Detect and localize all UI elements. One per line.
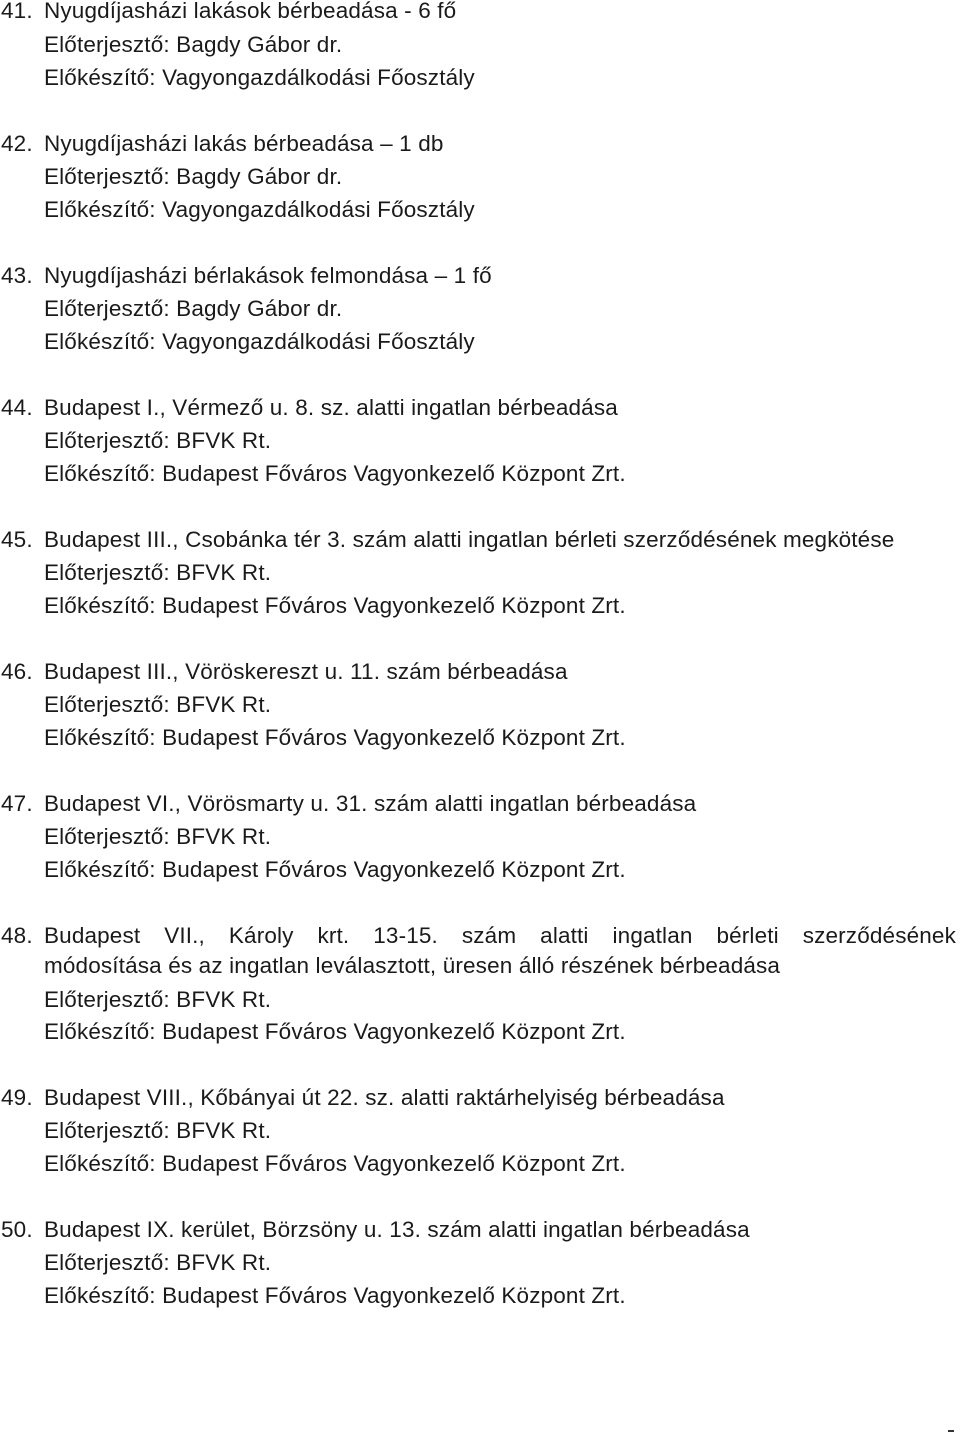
- item-preparer: Előkészítő: Budapest Főváros Vagyonkezelő Központ Zrt.: [44, 1019, 626, 1044]
- item-preparer: Előkészítő: Budapest Főváros Vagyonkezelő Központ Zrt.: [44, 725, 626, 750]
- item-presenter: Előterjesztő: BFVK Rt.: [44, 560, 272, 585]
- item-number: 41.: [1, 0, 33, 23]
- item-presenter: Előterjesztő: BFVK Rt.: [44, 987, 272, 1012]
- item-presenter: Előterjesztő: BFVK Rt.: [44, 692, 272, 717]
- item-presenter: Előterjesztő: BFVK Rt.: [44, 1250, 272, 1275]
- item-title: Budapest VIII., Kőbányai út 22. sz. alatti raktárhelyiség bérbeadása: [44, 1085, 725, 1110]
- item-number: 42.: [1, 131, 33, 156]
- item-preparer: Előkészítő: Budapest Főváros Vagyonkezelő Központ Zrt.: [44, 593, 626, 618]
- item-number: 48.: [1, 923, 33, 948]
- item-title: Budapest VII., Károly krt. 13-15. szám alatti ingatlan bérleti szerződésének: [44, 923, 956, 948]
- item-presenter: Előterjesztő: Bagdy Gábor dr.: [44, 296, 343, 321]
- item-presenter: Előterjesztő: BFVK Rt.: [44, 824, 272, 849]
- item-title: Budapest I., Vérmező u. 8. sz. alatti ingatlan bérbeadása: [44, 395, 618, 420]
- item-title: Nyugdíjasházi bérlakások felmondása – 1 fő: [44, 263, 492, 288]
- item-number: 46.: [1, 659, 33, 684]
- page-corner-mark: [948, 1430, 954, 1432]
- item-title: Nyugdíjasházi lakás bérbeadása – 1 db: [44, 131, 444, 156]
- item-preparer: Előkészítő: Vagyongazdálkodási Főosztály: [44, 65, 475, 90]
- item-title: Nyugdíjasházi lakások bérbeadása - 6 fő: [44, 0, 457, 23]
- item-preparer: Előkészítő: Budapest Főváros Vagyonkezelő Központ Zrt.: [44, 461, 626, 486]
- item-preparer: Előkészítő: Budapest Főváros Vagyonkezelő Központ Zrt.: [44, 1151, 626, 1176]
- item-title: Budapest IX. kerület, Börzsöny u. 13. szám alatti ingatlan bérbeadása: [44, 1217, 750, 1242]
- item-presenter: Előterjesztő: BFVK Rt.: [44, 428, 272, 453]
- item-preparer: Előkészítő: Budapest Főváros Vagyonkezelő Központ Zrt.: [44, 1283, 626, 1308]
- item-number: 47.: [1, 791, 33, 816]
- item-number: 49.: [1, 1085, 33, 1110]
- item-title: Budapest III., Csobánka tér 3. szám alatti ingatlan bérleti szerződésének megkötése: [44, 527, 895, 552]
- item-presenter: Előterjesztő: BFVK Rt.: [44, 1118, 272, 1143]
- item-title-continuation: módosítása és az ingatlan leválasztott, üresen álló részének bérbeadása: [44, 953, 781, 978]
- item-preparer: Előkészítő: Vagyongazdálkodási Főosztály: [44, 197, 475, 222]
- item-preparer: Előkészítő: Vagyongazdálkodási Főosztály: [44, 329, 475, 354]
- item-title: Budapest III., Vöröskereszt u. 11. szám bérbeadása: [44, 659, 568, 684]
- item-preparer: Előkészítő: Budapest Főváros Vagyonkezelő Központ Zrt.: [44, 857, 626, 882]
- item-number: 43.: [1, 263, 33, 288]
- item-title: Budapest VI., Vörösmarty u. 31. szám alatti ingatlan bérbeadása: [44, 791, 697, 816]
- item-number: 44.: [1, 395, 33, 420]
- item-number: 45.: [1, 527, 33, 552]
- item-presenter: Előterjesztő: Bagdy Gábor dr.: [44, 164, 343, 189]
- item-presenter: Előterjesztő: Bagdy Gábor dr.: [44, 32, 343, 57]
- item-number: 50.: [1, 1217, 33, 1242]
